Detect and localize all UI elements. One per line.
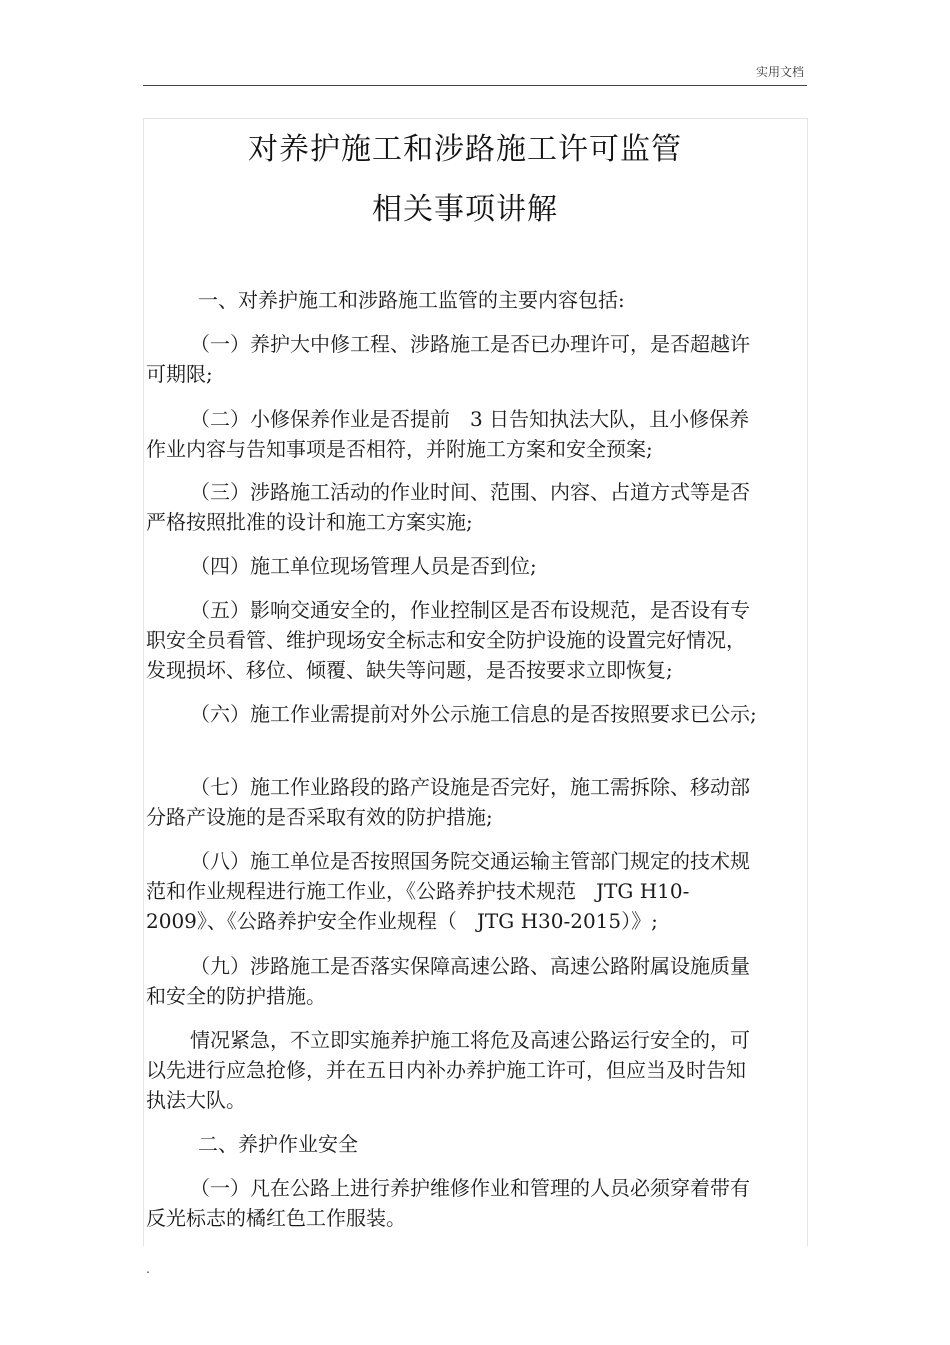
- paragraph-item-8: [146, 846, 758, 936]
- paragraph-text: （一）养护大中修工程、涉路施工是否已办理许可，是否超越许可期限;: [146, 332, 750, 386]
- paragraph-text: （三）涉路施工活动的作业时间、范围、内容、占道方式等是否严格按照批准的设计和施工方案实施;: [146, 480, 750, 534]
- paragraph-text: （九）涉路施工是否落实保障高速公路、高速公路附属设施质量和安全的防护措施。: [146, 954, 750, 1008]
- header-rule: [143, 85, 807, 86]
- paragraph-text: 一、对养护施工和涉路施工监管的主要内容包括:: [198, 288, 625, 312]
- paragraph-emergency: [146, 1025, 758, 1115]
- paragraph-item-7: [146, 772, 758, 832]
- paragraph-section-2-heading: [146, 1129, 758, 1159]
- header-tag: 实用文档: [755, 65, 804, 79]
- paragraph-item-2: [146, 404, 758, 464]
- paragraph-text: 情况紧急，不立即实施养护施工将危及高速公路运行安全的，可以先进行应急抢修，并在五日内补办养护施工许可，但应当及时告知执法大队。: [146, 1028, 750, 1112]
- paragraph-text: （一）凡在公路上进行养护维修作业和管理的人员必须穿着带有反光标志的橘红色工作服装。: [146, 1176, 750, 1230]
- paragraph-item-3: [146, 477, 758, 537]
- paragraph-text: （六）施工作业需提前对外公示施工信息的是否按照要求已公示;: [190, 702, 757, 726]
- paragraph-item-1: [146, 329, 758, 389]
- paragraph-item-9: [146, 951, 758, 1011]
- paragraph-item-4: [146, 551, 758, 581]
- paragraph-text: （八）施工单位是否按照国务院交通运输主管部门规定的技术规范和作业规程进行施工作业，《公路养护技术规范 JTG H10-2009》、《公路养护安全作业规程（ JTG H30-2015）》;: [146, 849, 750, 933]
- paragraph-text: （四）施工单位现场管理人员是否到位;: [190, 554, 537, 578]
- paragraph-section-1-heading: [146, 285, 758, 315]
- paragraph-text: （二）小修保养作业是否提前 3 日告知执法大队，且小修保养作业内容与告知事项是否相符，并附施工方案和安全预案;: [146, 407, 750, 461]
- footer-mark: .: [146, 1262, 150, 1276]
- paragraph-text: （五）影响交通安全的，作业控制区是否布设规范，是否设有专职安全员看管、维护现场安全标志和安全防护设施的设置完好情况，发现损坏、移位、倾覆、缺失等问题，是否按要求立即恢复;: [146, 598, 750, 682]
- title-line-2: 相关事项讲解: [372, 192, 558, 227]
- paragraph-section-2-item-1: [146, 1173, 758, 1233]
- paragraph-item-5: [146, 595, 758, 685]
- paragraph-text: 二、养护作业安全: [198, 1132, 358, 1156]
- paragraph-text: （七）施工作业路段的路产设施是否完好，施工需拆除、移动部分路产设施的是否采取有效的防护措施;: [146, 775, 750, 829]
- title-line-1: 对养护施工和涉路施工许可监管: [248, 132, 682, 167]
- paragraph-item-6: [146, 699, 758, 729]
